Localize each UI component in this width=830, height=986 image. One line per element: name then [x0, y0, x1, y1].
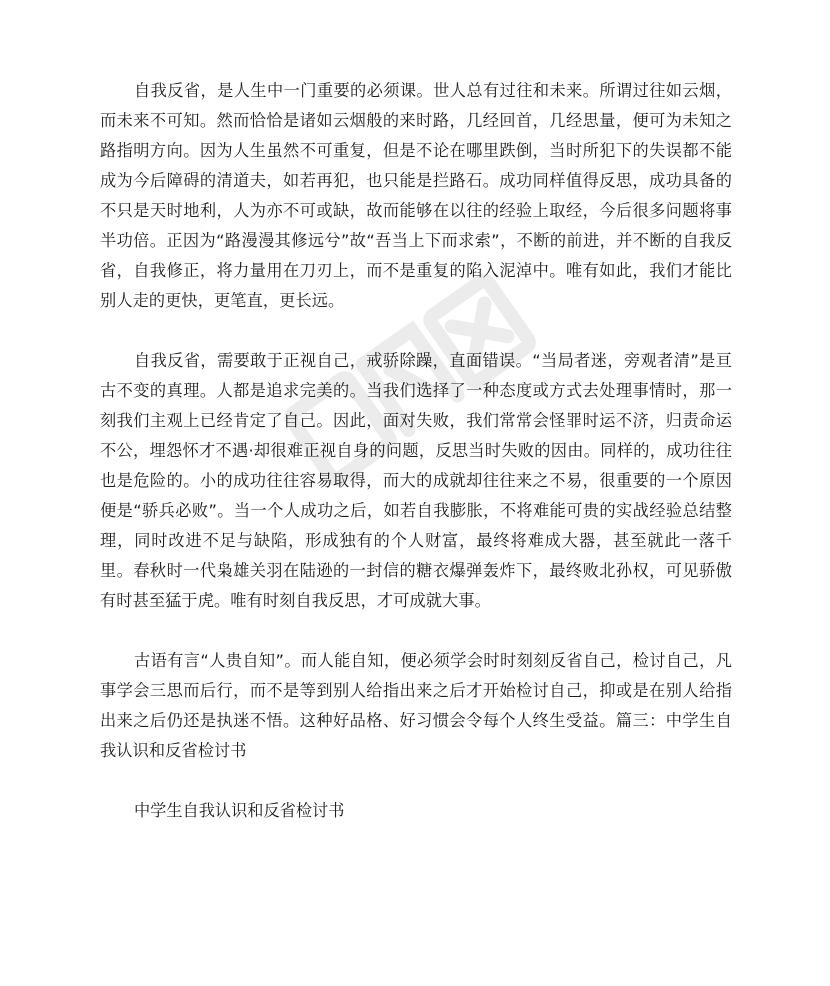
paragraph-know-yourself: 古语有言“人贵自知”。而人能自知，便必须学会时时刻刻反省自己，检讨自己，凡事学会三思而后行，而不是等到别人给指出来之后才开始检讨自己，抑或是在别人给指出来之后仍还是执迷不悟。这种好品格、好习惯会令每个人终生受益。篇三：中学生自我认识和反省检讨书 [100, 651, 732, 760]
paragraph-self-reflection-intro: 自我反省，是人生中一门重要的必须课。世人总有过往和未来。所谓过往如云烟，而未来不可知。然而恰恰是诸如云烟般的来时路，几经回首，几经思量，便可为未知之路指明方向。因为人生虽然不可重复，但是不论在哪里跌倒，当时所犯下的失误都不能成为今后障碍的清道夫，如若再犯，也只能是拦路石。成功同样值得反思，成功具备的不只是天时地利，人为亦不可或缺，故而能够在以往的经验上取经，今后很多问题将事半功倍。正因为“路漫漫其修远兮”故“吾当上下而求索”，不断的前进，并不断的自我反省，自我修正，将力量用在刀刃上，而不是重复的陷入泥淖中。唯有如此，我们才能比别人走的更快，更笔直，更长远。 [100, 81, 732, 310]
paragraph-face-mistakes: 自我反省，需要敢于正视自己，戒骄除躁，直面错误。“当局者迷，旁观者清”是亘古不变的真理。人都是追求完美的。当我们选择了一种态度或方式去处理事情时，那一刻我们主观上已经肯定了自己。因此，面对失败，我们常常会怪罪时运不济，归责命运不公，埋怨怀才不遇·却很难正视自身的问题，反思当时失败的因由。同样的，成功往往也是危险的。小的成功往往容易取得，而大的成就却往往来之不易，很重要的一个原因便是“骄兵必败”。当一个人成功之后，如若自我膨胀，不将难能可贵的实战经验总结整理，同时改进不足与缺陷，形成独有的个人财富，最终将难成大器，甚至就此一落千里。春秋时一代枭雄关羽在陆逊的一封信的糖衣爆弹轰炸下，最终败北孙权，可见骄傲有时甚至猛于虎。唯有时刻自我反思，才可成就大事。 [100, 351, 732, 610]
section-heading: 中学生自我认识和反省检讨书 [134, 801, 345, 820]
document-body [100, 76, 732, 826]
